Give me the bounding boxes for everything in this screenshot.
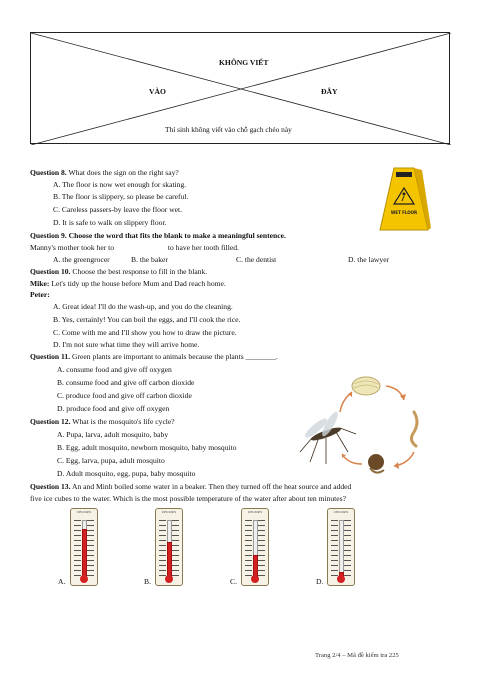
q8-text: What does the sign on the right say? xyxy=(68,168,179,177)
q8-option-c[interactable]: C. Careless passers-by leave the floor wet. xyxy=(53,205,183,214)
q13-option-c[interactable]: C. xyxy=(230,577,237,586)
q9-number: Question 9. xyxy=(30,231,67,240)
q10-mike-line xyxy=(30,279,226,289)
thermometer-caption: CELSIUS xyxy=(76,510,92,514)
thermometer-liquid xyxy=(82,529,87,580)
thermometer-scale xyxy=(245,520,252,578)
thermometer-tube xyxy=(339,520,344,580)
q10-number: Question 10. xyxy=(30,267,71,276)
thermometer-caption: CELSIUS xyxy=(333,510,349,514)
q11-number: Question 11. xyxy=(30,352,71,361)
box-title: KHÔNG VIẾT xyxy=(219,58,269,67)
q9-option-a[interactable]: A. the greengrocer xyxy=(53,255,110,264)
thermometer-scale xyxy=(258,520,265,578)
q13-stem-line2: five ice cubes to the water. Which is the most possible temperature of the water after about ten minutes? xyxy=(30,494,346,503)
thermometer-bulb xyxy=(251,575,259,583)
q13-option-b[interactable]: B. xyxy=(144,577,151,586)
wet-floor-sign-image xyxy=(376,166,432,232)
no-write-box xyxy=(30,32,450,144)
q12-option-a[interactable]: A. Pupa, larva, adult mosquito, baby xyxy=(57,430,169,439)
q10-option-a[interactable]: A. Great idea! I'll do the wash-up, and you do the cleaning. xyxy=(53,302,233,311)
q9-option-c[interactable]: C. the dentist xyxy=(236,255,277,264)
q11-option-b[interactable]: B. consume food and give off carbon dioxide xyxy=(57,378,195,387)
thermometer-scale xyxy=(87,520,94,578)
q12-option-c[interactable]: C. Egg, larva, pupa, adult mosquito xyxy=(57,456,165,465)
q12-option-b[interactable]: B. Egg, adult mosquito, newborn mosquito, baby mosquito xyxy=(57,443,237,452)
q9-text: Choose the word that fits the blank to make a meaningful sentence. xyxy=(68,231,286,240)
thermometer-bulb xyxy=(80,575,88,583)
page-footer: Trang 2/4 – Mã đề kiểm tra 225 xyxy=(315,652,399,659)
q13-option-d[interactable]: D. xyxy=(316,577,324,586)
q10-mike-text: Let's tidy up the house before Mum and Dad reach home. xyxy=(51,279,226,288)
q9-sentence-part-b: to have her tooth filled. xyxy=(167,243,239,252)
q8-option-b[interactable]: B. The floor is slippery, so please be careful. xyxy=(53,192,189,201)
q13-text-line1: An and Minh boiled some water in a beaker. Then they turned off the heat source and added xyxy=(72,482,352,491)
q11-text: Green plants are important to animals because the plants ________. xyxy=(72,352,278,361)
q9-option-d[interactable]: D. the lawyer xyxy=(348,255,390,264)
q10-option-d[interactable]: D. I'm not sure what time they will arrive home. xyxy=(53,340,200,349)
q11-option-c[interactable]: C. produce food and give off carbon dioxide xyxy=(57,391,192,400)
thermometer-bulb xyxy=(337,575,345,583)
box-right-word: ĐÂY xyxy=(321,87,338,96)
q10-option-b[interactable]: B. Yes, certainly! You can boil the eggs, and I'll cook the rice. xyxy=(53,315,241,324)
q9-sentence-part-a: Manny's mother took her to xyxy=(30,243,115,252)
mosquito-life-cycle-icon xyxy=(296,372,436,478)
q12-number: Question 12. xyxy=(30,417,71,426)
q10-text: Choose the best response to fill in the blank. xyxy=(72,267,208,276)
thermometer-scale xyxy=(172,520,179,578)
q12-text: What is the mosquito's life cycle? xyxy=(72,417,175,426)
thermometer-a xyxy=(70,508,98,586)
q10-mike-label: Mike: xyxy=(30,279,50,288)
box-note: Thí sinh không viết vào chỗ gạch chéo này xyxy=(165,125,292,134)
q11-option-a[interactable]: A. consume food and give off oxygen xyxy=(57,365,172,374)
box-left-word: VÀO xyxy=(149,87,166,96)
thermometer-d xyxy=(327,508,355,586)
mosquito-life-cycle-image xyxy=(296,372,436,478)
q9-stem xyxy=(30,231,286,241)
sign-caption: WET FLOOR xyxy=(390,210,418,215)
q12-stem xyxy=(30,417,175,427)
q8-option-d[interactable]: D. It is safe to walk on slippery floor. xyxy=(53,218,167,227)
q11-stem xyxy=(30,352,278,362)
q13-number: Question 13. xyxy=(30,482,71,491)
wet-floor-sign-icon xyxy=(376,166,432,232)
q12-option-d[interactable]: D. Adult mosquito, egg, pupa, baby mosquito xyxy=(57,469,196,478)
thermometer-caption: CELSIUS xyxy=(247,510,263,514)
thermometer-scale xyxy=(331,520,338,578)
thermometer-caption: CELSIUS xyxy=(161,510,177,514)
q9-sentence xyxy=(30,243,239,253)
q13-stem-line1 xyxy=(30,482,351,492)
q13-option-a[interactable]: A. xyxy=(58,577,66,586)
q8-number: Question 8. xyxy=(30,168,67,177)
q10-option-c[interactable]: C. Come with me and I'll show you how to draw the picture. xyxy=(53,328,237,337)
q8-stem xyxy=(30,168,179,178)
thermometer-scale xyxy=(344,520,351,578)
q8-option-a[interactable]: A. The floor is now wet enough for skating. xyxy=(53,180,187,189)
thermometer-b xyxy=(155,508,183,586)
thermometer-scale xyxy=(159,520,166,578)
q9-option-b[interactable]: B. the baker xyxy=(131,255,168,264)
thermometer-bulb xyxy=(165,575,173,583)
q10-stem xyxy=(30,267,207,277)
q10-peter-label: Peter: xyxy=(30,290,50,299)
thermometer-c xyxy=(241,508,269,586)
q11-option-d[interactable]: D. produce food and give off oxygen xyxy=(57,404,170,413)
thermometer-scale xyxy=(74,520,81,578)
